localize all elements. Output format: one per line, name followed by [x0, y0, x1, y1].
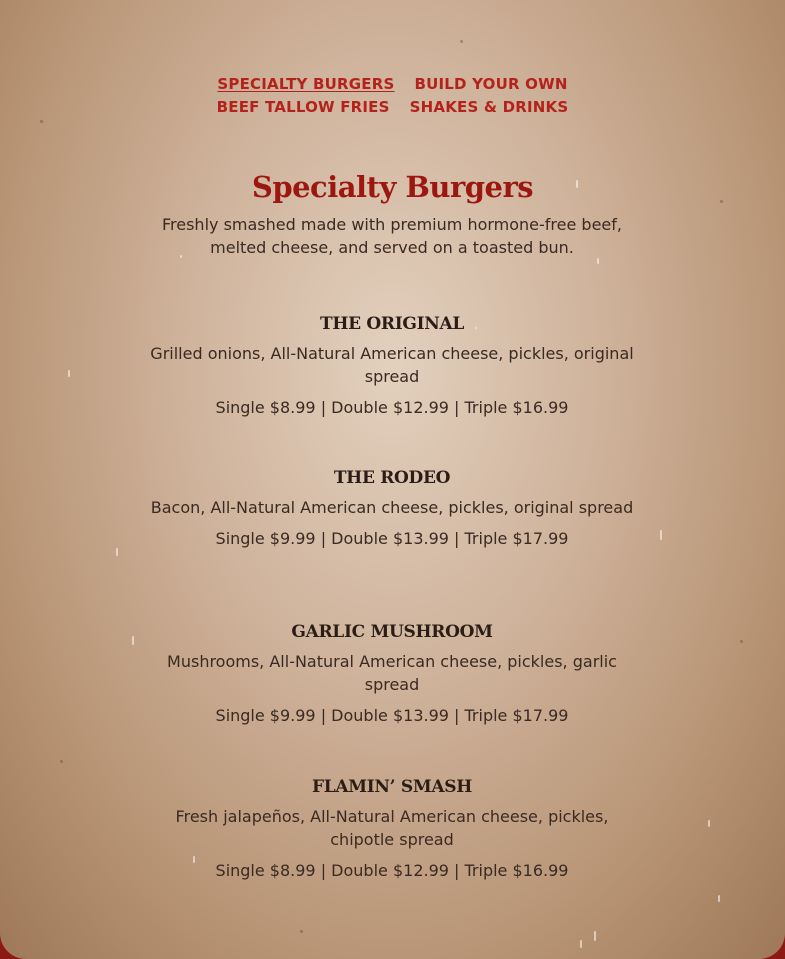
menu-item-the-rodeo — [142, 465, 642, 550]
menu-item-description: Mushrooms, All-Natural American cheese, pickles, garlic spread — [167, 652, 617, 694]
menu-item-name: GARLIC MUSHROOM — [291, 622, 493, 642]
category-nav-row-1 — [0, 74, 785, 97]
menu-item-description: Grilled onions, All-Natural American cheese, pickles, original spread — [150, 344, 634, 386]
menu-item-name: THE ORIGINAL — [319, 314, 465, 334]
menu-item-garlic-mushroom — [142, 619, 642, 727]
menu-item-description: Fresh jalapeños, All-Natural American cheese, pickles, chipotle spread — [175, 807, 609, 849]
menu-item-name: FLAMIN’ SMASH — [311, 777, 473, 797]
nav-link-shakes-drinks[interactable]: SHAKES & DRINKS — [409, 98, 569, 116]
section-title: Specialty Burgers — [251, 170, 534, 204]
menu-item-price: Single $9.99 | Double $13.99 | Triple $17.99 — [215, 529, 569, 548]
menu-item-flamin-smash — [142, 774, 642, 882]
menu-item-name: THE RODEO — [333, 468, 451, 488]
menu-item-the-original — [142, 311, 642, 419]
nav-link-beef-tallow-fries[interactable]: BEEF TALLOW FRIES — [216, 98, 390, 116]
nav-link-specialty-burgers[interactable]: SPECIALTY BURGERS — [217, 75, 395, 93]
menu-item-price: Single $8.99 | Double $12.99 | Triple $16.99 — [215, 861, 569, 880]
category-nav — [0, 74, 785, 120]
category-nav-row-2 — [0, 97, 785, 120]
menu-item-description: Bacon, All-Natural American cheese, pickles, original spread — [150, 498, 634, 517]
menu-item-price: Single $8.99 | Double $12.99 | Triple $16.99 — [215, 398, 569, 417]
nav-link-build-your-own[interactable]: BUILD YOUR OWN — [414, 75, 568, 93]
section-description: Freshly smashed made with premium hormone-free beef, melted cheese, and served on a toasted bun. — [161, 215, 622, 257]
menu-item-price: Single $9.99 | Double $13.99 | Triple $17.99 — [215, 706, 569, 725]
